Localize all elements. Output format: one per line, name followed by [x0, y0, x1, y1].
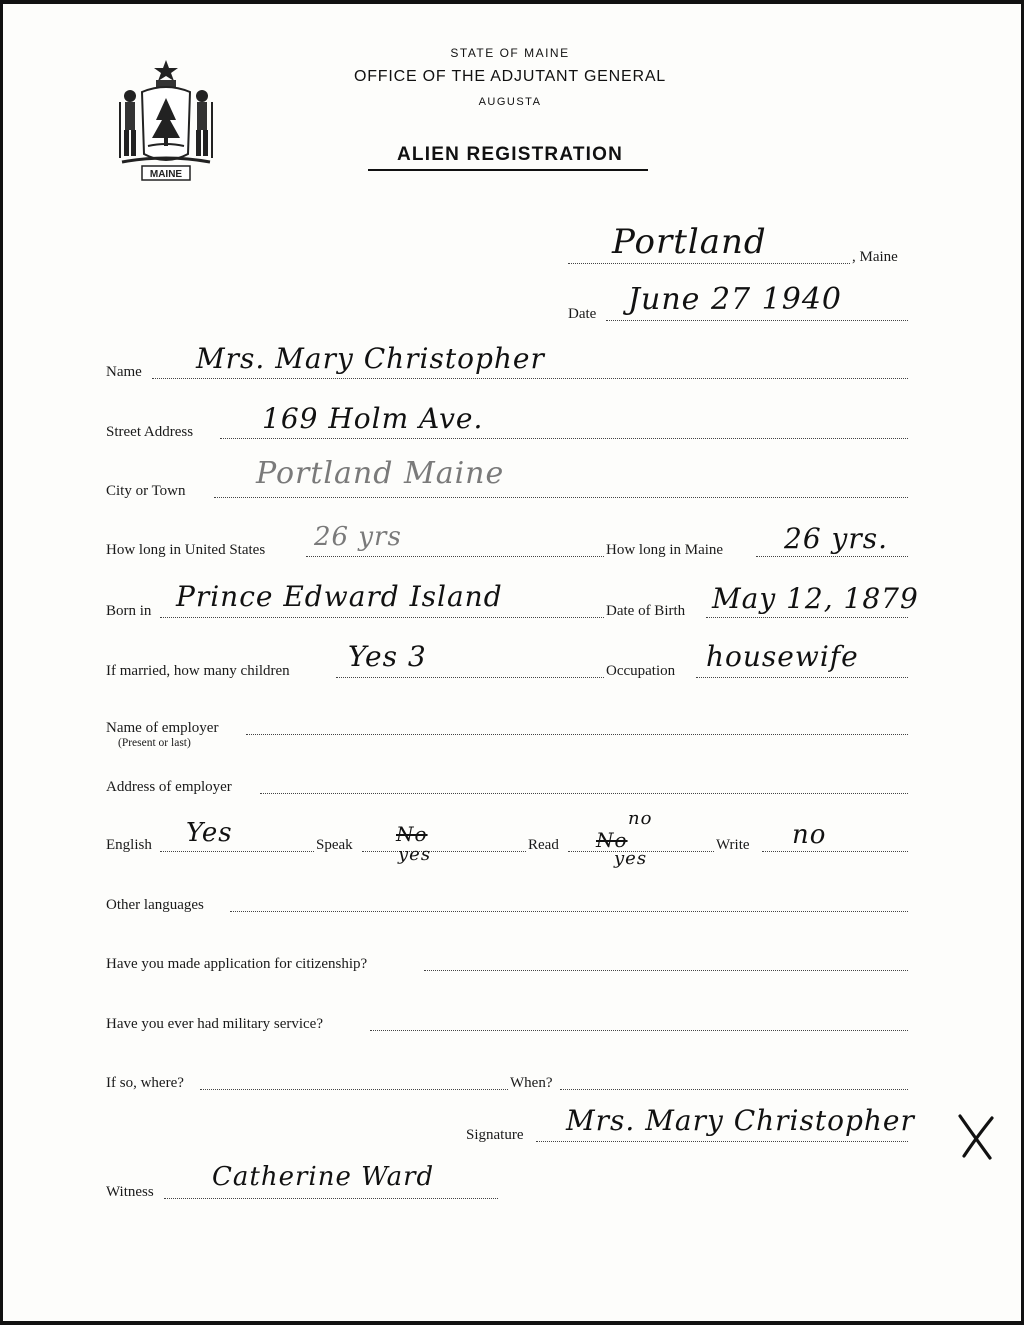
date-line — [606, 320, 908, 321]
city-top-value: Portland — [612, 222, 767, 262]
name-of-employer-label: Name of employer — [106, 720, 219, 736]
if-so-where-label: If so, where? — [106, 1075, 184, 1091]
how-long-maine-value: 26 yrs. — [784, 522, 889, 555]
street-address-value: 169 Holm Ave. — [262, 402, 484, 435]
date-of-birth-value: May 12, 1879 — [712, 582, 919, 615]
born-in-label: Born in — [106, 603, 152, 619]
occupation-label: Occupation — [606, 663, 676, 679]
citizenship-label: Have you made application for citizenship? — [106, 956, 368, 972]
maine-suffix-label: , Maine — [852, 249, 898, 265]
read-value: yes — [614, 848, 648, 869]
date-label: Date — [568, 306, 597, 322]
scan-border-bottom — [0, 1321, 1024, 1325]
svg-text:X: X — [956, 1112, 957, 1113]
citizenship-line — [424, 970, 908, 971]
name-of-employer-line — [246, 734, 908, 735]
born-in-line — [160, 617, 604, 618]
signature-line — [536, 1141, 908, 1142]
name-line — [152, 378, 908, 379]
city-or-town-label: City or Town — [106, 483, 186, 499]
if-married-line — [336, 677, 604, 678]
address-of-employer-label: Address of employer — [106, 779, 232, 795]
english-label: English — [106, 837, 152, 853]
how-long-maine-label: How long in Maine — [606, 542, 724, 558]
if-married-label: If married, how many children — [106, 663, 290, 679]
read-struck-value: No — [596, 828, 628, 852]
write-line — [762, 851, 908, 852]
header-state: STATE OF MAINE — [450, 46, 570, 60]
how-long-us-line — [306, 556, 604, 557]
how-long-us-value: 26 yrs — [314, 522, 402, 552]
read-label: Read — [528, 837, 559, 853]
title-underline — [368, 169, 648, 171]
name-value: Mrs. Mary Christopher — [196, 342, 545, 375]
speak-label: Speak — [316, 837, 353, 853]
english-line — [160, 851, 314, 852]
children-value: Yes 3 — [348, 640, 427, 673]
signature-x-mark — [956, 1112, 996, 1162]
read-above-value: no — [628, 808, 653, 829]
scan-border-top — [0, 0, 1024, 4]
name-label: Name — [106, 364, 142, 380]
signature-label: Signature — [466, 1127, 524, 1143]
witness-label: Witness — [106, 1184, 154, 1200]
speak-struck-value: No — [396, 822, 428, 846]
how-long-maine-line — [756, 556, 908, 557]
header-office: OFFICE OF THE ADJUTANT GENERAL — [353, 68, 667, 85]
occupation-line — [696, 677, 908, 678]
address-of-employer-line — [260, 793, 908, 794]
form-title: ALIEN REGISTRATION — [396, 144, 624, 165]
witness-value: Catherine Ward — [212, 1162, 435, 1192]
seal-text: MAINE — [149, 169, 183, 180]
when-line — [560, 1089, 908, 1090]
english-value: Yes — [186, 818, 233, 848]
military-label: Have you ever had military service? — [106, 1016, 323, 1032]
scan-border-left — [0, 0, 3, 1325]
other-languages-line — [230, 911, 908, 912]
header-city: AUGUSTA — [478, 96, 542, 108]
write-label: Write — [716, 837, 750, 853]
city-or-town-line — [214, 497, 908, 498]
other-languages-label: Other languages — [106, 897, 204, 913]
date-value: June 27 1940 — [628, 282, 843, 317]
city-or-town-value: Portland Maine — [256, 456, 505, 491]
born-in-value: Prince Edward Island — [176, 580, 503, 613]
how-long-us-label: How long in United States — [106, 542, 266, 558]
date-of-birth-line — [706, 617, 908, 618]
street-address-label: Street Address — [106, 424, 194, 440]
date-of-birth-label: Date of Birth — [606, 603, 686, 619]
military-line — [370, 1030, 908, 1031]
present-or-last-label: (Present or last) — [118, 737, 191, 749]
when-label: When? — [510, 1075, 553, 1091]
signature-value: Mrs. Mary Christopher — [566, 1104, 915, 1137]
if-so-where-line — [200, 1089, 508, 1090]
city-top-line — [568, 263, 850, 264]
maine-state-seal-icon — [112, 58, 220, 184]
witness-line — [164, 1198, 498, 1199]
occupation-value: housewife — [706, 640, 859, 673]
write-value: no — [792, 820, 827, 850]
speak-line — [362, 851, 526, 852]
speak-value: yes — [398, 844, 432, 865]
street-address-line — [220, 438, 908, 439]
